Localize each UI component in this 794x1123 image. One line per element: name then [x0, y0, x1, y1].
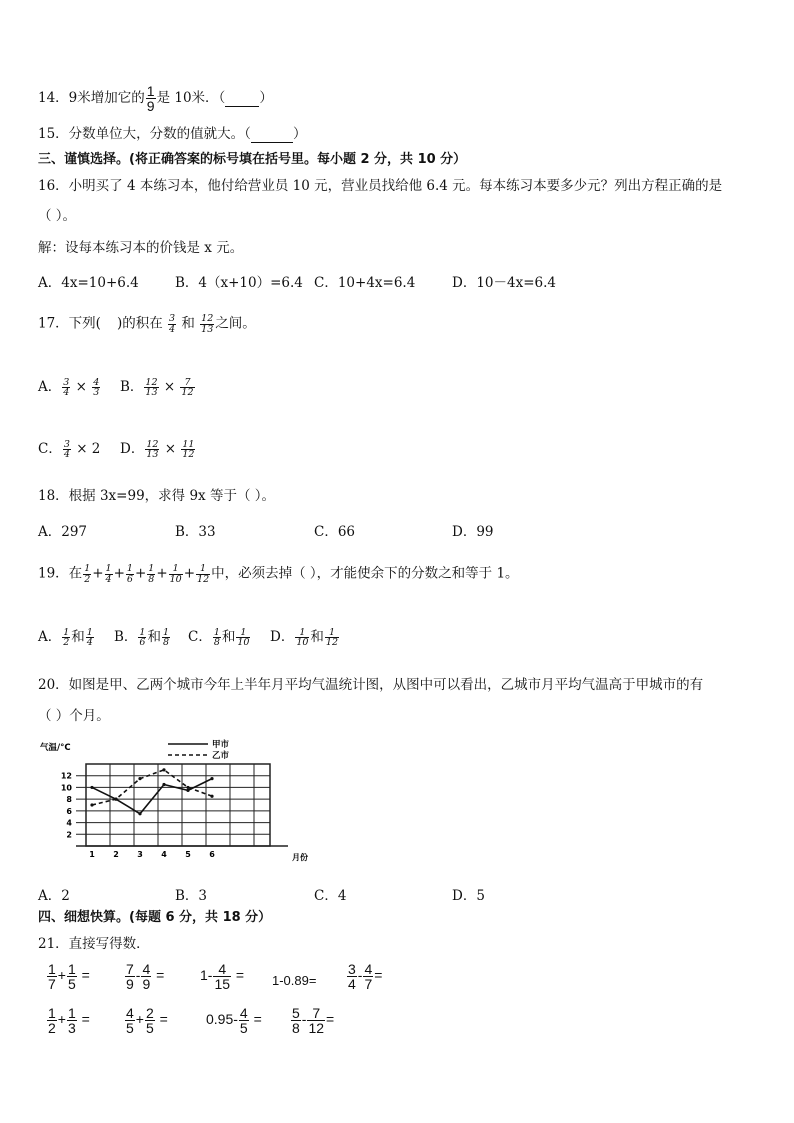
legend-label: 乙市: [212, 751, 230, 761]
section-4-title: 四、细想快算。(每题 6 分，共 18 分）: [38, 910, 272, 925]
x-tick-label: 2: [113, 850, 119, 859]
q19-option-a[interactable]: A． $\frac{1}{2}$ 和 $\frac{1}{4}$: [38, 626, 93, 648]
data-point: [138, 812, 141, 815]
question-16-line1: 16．小明买了 4 本练习本，他付给营业员 10 元，营业员找给他 6.4 元。每本练习本要多少元？列出方程正确的是: [38, 178, 723, 194]
y-tick-label: 12: [60, 771, 72, 781]
x-tick-label: 3: [137, 850, 143, 859]
data-point: [114, 798, 117, 801]
q18-option-b[interactable]: B．33: [175, 524, 216, 540]
x-tick-label: 1: [89, 850, 95, 859]
question-16-solution: 解：设每本练习本的价钱是 x 元。: [38, 240, 244, 256]
question-21: 21．直接写得数．: [38, 936, 150, 952]
data-point: [90, 786, 93, 789]
question-20-line2: （ ）个月。: [38, 708, 110, 724]
q14-text-post: 是 10米．（: [156, 90, 226, 106]
calc-item: 1-0.89=: [272, 973, 317, 988]
q17-option-b[interactable]: B． $\frac{12}{13}$ × $\frac{7}{12}$: [120, 376, 194, 398]
calc-item: $\frac{3}{4}$ - $\frac{4}{7}$ =: [348, 961, 383, 992]
section-3-title: 三、谨慎选择。(将正确答案的标号填在括号里。每小题 2 分，共 10 分）: [38, 152, 467, 167]
x-tick-label: 5: [185, 850, 191, 859]
answer-blank[interactable]: [251, 126, 293, 143]
q16-option-d[interactable]: D．10－4x=6.4: [452, 275, 556, 291]
calc-item: $\frac{1}{7}$ + $\frac{1}{5}$ =: [48, 961, 90, 992]
question-16-line2: （ ）。: [38, 208, 77, 224]
calc-item: $\frac{5}{8}$ - $\frac{7}{12}$ =: [292, 1005, 335, 1036]
question-15: 15．分数单位大，分数的值就大。（ ）: [38, 126, 307, 142]
q20-option-a[interactable]: A．2: [38, 888, 70, 904]
q19-option-d[interactable]: D． $\frac{1}{10}$ 和 $\frac{1}{12}$: [270, 626, 339, 648]
q14-text: 14．9米增加它的: [38, 90, 145, 106]
data-point: [210, 795, 213, 798]
y-axis-label: 气温/°C: [40, 743, 71, 753]
q19-option-c[interactable]: C． $\frac{1}{8}$ 和 $\frac{1}{10}$: [188, 626, 250, 648]
y-tick-label: 8: [66, 795, 72, 805]
q20-option-d[interactable]: D．5: [452, 888, 485, 904]
data-point: [162, 768, 165, 771]
q18-option-c[interactable]: C．66: [314, 524, 356, 540]
q18-option-a[interactable]: A．297: [38, 524, 88, 540]
q17-option-d[interactable]: D． $\frac{12}{13}$ × $\frac{11}{12}$: [120, 438, 195, 460]
q18-option-d[interactable]: D．99: [452, 524, 494, 540]
q16-option-a[interactable]: A．4x=10+6.4: [38, 275, 139, 291]
data-point: [162, 783, 165, 786]
data-point: [138, 777, 141, 780]
y-tick-label: 6: [66, 806, 72, 816]
data-point: [90, 803, 93, 806]
q17-option-c[interactable]: C． $\frac{3}{4}$ × 2: [38, 438, 101, 460]
x-axis-label: 月份: [292, 853, 308, 862]
q16-option-c[interactable]: C．10+4x=6.4: [314, 275, 416, 291]
question-18: 18．根据 3x=99，求得 9x 等于（ ）。: [38, 488, 275, 504]
q16-option-b[interactable]: B．4（x+10）=6.4: [175, 275, 303, 291]
calc-item: 0.95- $\frac{4}{5}$ =: [206, 1005, 262, 1036]
legend-label: 甲市: [212, 740, 230, 750]
q17-option-a[interactable]: A． $\frac{3}{4}$ × $\frac{4}{3}$: [38, 376, 100, 398]
question-17: 17．下列( )的积在 $\frac{3}{4}$ 和 $\frac{12}{13}$ 之间。: [38, 313, 256, 335]
x-tick-label: 6: [209, 850, 215, 859]
calc-item: $\frac{4}{5}$ + $\frac{2}{5}$ =: [126, 1005, 168, 1036]
calc-item: $\frac{7}{9}$ - $\frac{4}{9}$ =: [126, 961, 165, 992]
calc-item: 1- $\frac{4}{15}$ =: [200, 961, 245, 992]
y-tick-label: 10: [60, 783, 72, 793]
data-point: [186, 786, 189, 789]
q20-option-c[interactable]: C．4: [314, 888, 347, 904]
question-19: 19．在 $\frac{1}{2}$ + $\frac{1}{4}$ + $\frac{1}{6}$ + $\frac{1}{8}$ + $\frac{1}{10}$ + $\frac{1}{12}$ 中，必须去掉（ ），才能使余下的分数之和等于 1。: [38, 563, 519, 585]
data-point: [210, 777, 213, 780]
y-tick-label: 2: [66, 830, 72, 840]
q20-option-b[interactable]: B．3: [175, 888, 208, 904]
fraction: $\frac{1}{9}$: [146, 83, 155, 114]
temperature-line-chart: [38, 734, 308, 874]
question-14: 14．9米增加它的 $\frac{1}{9}$ 是 10米．（ ）: [38, 83, 273, 114]
x-tick-label: 4: [161, 850, 167, 859]
data-point: [186, 789, 189, 792]
question-20-line1: 20．如图是甲、乙两个城市今年上半年月平均气温统计图，从图中可以看出，乙城市月平均气温高于甲城市的有: [38, 677, 704, 693]
y-tick-label: 4: [66, 818, 72, 828]
answer-blank[interactable]: [225, 90, 259, 107]
q19-option-b[interactable]: B． $\frac{1}{6}$ 和 $\frac{1}{8}$: [114, 626, 170, 648]
chart-frame: [86, 764, 270, 846]
calc-item: $\frac{1}{2}$ + $\frac{1}{3}$ =: [48, 1005, 90, 1036]
